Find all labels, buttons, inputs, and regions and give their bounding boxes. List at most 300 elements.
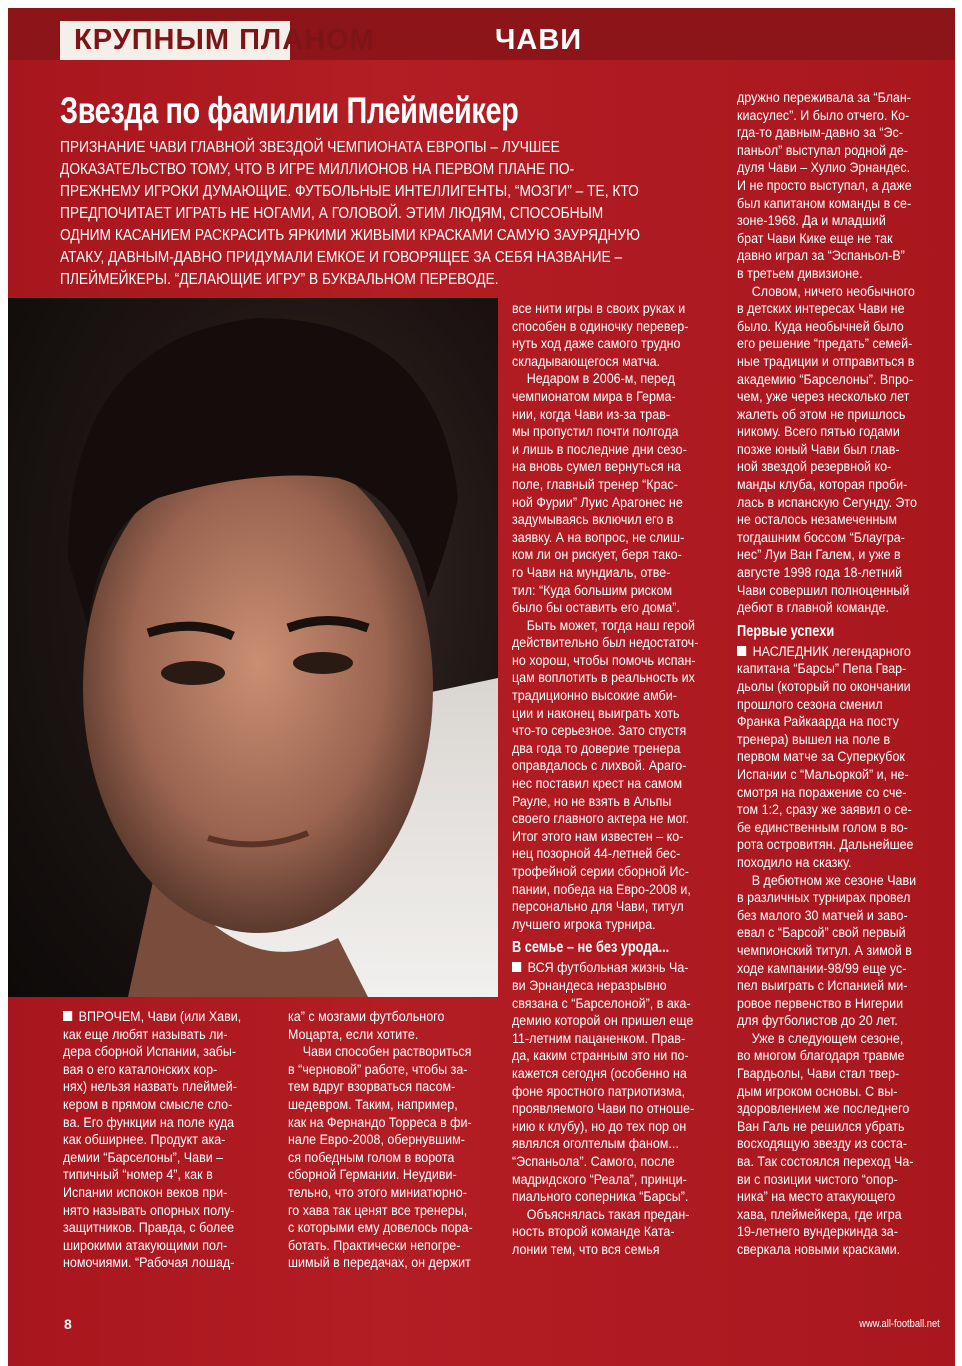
text-line [512, 863, 719, 881]
text-line [512, 318, 719, 336]
lead-line: ОДНИМ КАСАНИЕМ РАСКРАСИТЬ ЯРКИМИ ЖИВЫМИ КРАСКАМИ САМУЮ ЗАУРЯДНУЮ [60, 227, 640, 244]
line-text: в третьем дивизионе. [737, 265, 863, 281]
line-text: академию “Барселоны”. Впро- [737, 371, 914, 387]
text-line [737, 924, 944, 942]
line-text: способен в одиночку перевер- [512, 318, 689, 334]
player-photo [8, 298, 498, 997]
line-text: ность второй команде Ката- [512, 1224, 675, 1240]
text-line [288, 1166, 495, 1184]
text-line [512, 634, 719, 652]
text-line [63, 1008, 270, 1026]
line-text: цам воплотить в реальность их [512, 670, 695, 686]
paragraph [288, 1043, 513, 1272]
text-line [737, 977, 944, 995]
line-text: нале Евро-2008, обернувшим- [288, 1132, 465, 1148]
line-text: два года то доверие тренера [512, 740, 681, 756]
line-text: нию к клубу), но до тех пор он [512, 1118, 687, 1134]
text-line [737, 819, 944, 837]
text-line [737, 582, 944, 600]
line-text: хава, плеймейкера, где игра [737, 1206, 902, 1222]
line-text: дебют в главной команде. [737, 600, 889, 616]
line-text: ся победным голом в ворота [288, 1149, 455, 1165]
line-text: складывающегося матча. [512, 353, 661, 369]
line-text: задумываясь включил его в [512, 512, 674, 528]
text-line [737, 1030, 944, 1048]
text-column-1 [63, 1008, 288, 1272]
line-text: чем, уже через несколько лет [737, 389, 910, 405]
line-text: кером в прямом смысле сло- [63, 1096, 233, 1112]
line-text: Ван Галь не решился убрать [737, 1118, 905, 1134]
lead-line: ПРЕДПОЧИТАЕТ ИГРАТЬ НЕ НОГАМИ, А ГОЛОВОЙ. ЭТИМ ЛЮДЯМ, СПОСОБНЫМ [60, 205, 604, 222]
rubric-label [60, 21, 375, 60]
text-line [737, 696, 944, 714]
lead-line: АТАКУ, ДАВНЫМ-ДАВНО ПРИДУМАЛИ ЕМКОЕ И ГОВОРЯЩЕЕ ЗА СЕБЯ НАЗВАНИЕ – [60, 249, 623, 266]
section-heading: Первые успехи [737, 622, 835, 640]
line-text: лучшего игрока турнира. [512, 916, 656, 932]
line-text: заявку. А на вопрос, не слиш- [512, 529, 685, 545]
line-text: ВПРОЧЕМ, Чави (или Хави, [78, 1009, 242, 1024]
text-line [737, 159, 944, 177]
text-line [512, 441, 719, 459]
line-text: своего главного актера не мог. [512, 811, 690, 827]
text-line [737, 564, 944, 582]
page-number: 8 [64, 1316, 72, 1332]
line-text: фоне яростного патриотизма, [512, 1083, 686, 1099]
line-text: во многом благодаря травме [737, 1048, 905, 1064]
text-line [512, 740, 719, 758]
line-text: Испании с “Мальоркой” и, не- [737, 766, 909, 782]
line-text: номочиями. “Рабочая лошад- [63, 1255, 235, 1271]
line-text: ви с позиции чистого “опор- [737, 1171, 898, 1187]
text-line [512, 370, 719, 388]
line-text: Гвардьолы, Чави стал твер- [737, 1066, 900, 1082]
text-line [512, 1100, 719, 1118]
article-title: Звезда по фамилии Плеймейкер [60, 90, 519, 131]
text-line [512, 828, 719, 846]
line-text: шимый в передачах, он держит [288, 1255, 471, 1271]
text-line [512, 546, 719, 564]
line-text: защитников. Правда, с более [63, 1220, 235, 1236]
text-line [737, 660, 944, 678]
text-line [512, 757, 719, 775]
paragraph [512, 959, 737, 1205]
lead-line: ПЛЕЙМЕЙКЕРЫ. “ДЕЛАЮЩИЕ ИГРУ” В БУКВАЛЬНОМ ПЕРЕВОДЕ. [60, 271, 499, 288]
text-line [737, 1135, 944, 1153]
text-line [737, 89, 944, 107]
text-line [737, 1241, 944, 1259]
text-line [63, 1043, 270, 1061]
text-line [737, 318, 944, 336]
line-text: поле, главный тренер “Крас- [512, 476, 678, 492]
text-line [737, 265, 944, 283]
line-text: том 1:2, сразу же заявил о се- [737, 802, 912, 818]
text-line [737, 643, 944, 661]
topic-label: ЧАВИ [495, 24, 583, 56]
text-line [737, 371, 944, 389]
line-text: В дебютном же сезоне Чави [751, 872, 917, 888]
line-text: первом матче за Суперкубок [737, 749, 905, 765]
text-line [737, 1206, 944, 1224]
line-text: мы пропустил почти полгода [512, 424, 679, 440]
rubric-text: КРУПНЫМ ПЛАНОМ [74, 24, 375, 56]
text-line [737, 406, 944, 424]
line-text: Уже в следующем сезоне, [751, 1030, 904, 1046]
text-line [512, 529, 719, 547]
line-text: ника” на место атакующего [737, 1189, 896, 1205]
text-line [737, 995, 944, 1013]
line-text: киасулес”. И было отчего. Ко- [737, 107, 910, 123]
text-column-2 [288, 1008, 513, 1272]
text-line [737, 353, 944, 371]
text-line [737, 836, 944, 854]
portrait-illustration [8, 298, 498, 997]
text-line [737, 766, 944, 784]
text-line [737, 854, 944, 872]
text-line [512, 959, 719, 977]
line-text: 11-летним пацаненком. Прав- [512, 1030, 686, 1046]
text-line [63, 1078, 270, 1096]
line-text: Чави способен раствориться [302, 1044, 472, 1060]
line-text: чемпионский титул. А зимой в [737, 942, 912, 958]
line-text: Итог этого нам известен – ко- [512, 828, 684, 844]
line-text: сборной Германии. Неудиви- [288, 1167, 457, 1183]
line-text: давно играл за “Эспаньол-В” [737, 248, 905, 264]
article-lead [60, 137, 640, 291]
line-text: лонии тем, что вся семья [512, 1241, 660, 1257]
line-text: ной звездой резервной ко- [737, 459, 892, 475]
line-text: нес” Луи Ван Галем, и уже в [737, 547, 901, 563]
line-text: тренера) вышел на поле в [737, 731, 891, 747]
line-text: тем вдруг взорваться пасом- [288, 1079, 456, 1095]
text-line [512, 995, 719, 1013]
line-text: лась в испанскую Сегунду. Это [737, 494, 917, 510]
line-text: бе единственным голом в во- [737, 819, 908, 835]
line-text: тогдашним боссом “Блаугра- [737, 529, 905, 545]
text-line [737, 283, 944, 301]
line-text: жалеть об этом не пришлось [737, 406, 906, 422]
paragraph [288, 1008, 513, 1043]
line-text: на вновь сумел вернуться на [512, 459, 681, 475]
text-line [63, 1061, 270, 1079]
text-line [288, 1043, 495, 1061]
text-line [63, 1184, 270, 1202]
text-line [512, 335, 719, 353]
line-text: Моцарта, если хотите. [288, 1026, 419, 1042]
text-line [512, 705, 719, 723]
line-text: трофейной серии сборной Ис- [512, 864, 689, 879]
line-text: связана с “Барселоной”, в ака- [512, 995, 691, 1011]
text-line [512, 1153, 719, 1171]
line-text: ной Фурии” Луис Арагонес не [512, 494, 683, 510]
line-text: евал с “Барсой” свой первый [737, 925, 906, 941]
text-line [737, 529, 944, 547]
line-text: брат Чави Кике еще не так [737, 230, 893, 246]
line-text: дружно переживала за “Блан- [737, 90, 911, 105]
line-text: в различных турнирах провел [737, 890, 911, 906]
line-text: “Эспаньола”. Самого, после [512, 1153, 675, 1169]
text-line [737, 599, 944, 617]
paragraph [737, 89, 962, 283]
text-line [288, 1202, 495, 1220]
line-text: действительно был недостаточ- [512, 635, 699, 651]
text-line [288, 1184, 495, 1202]
text-line [63, 1219, 270, 1237]
paragraph [512, 300, 737, 370]
line-text: пании, победа на Евро-2008 и, [512, 881, 691, 897]
line-text: оправдалось с лихвой. Араго- [512, 758, 687, 774]
paragraph [512, 370, 737, 616]
text-line [288, 1026, 495, 1044]
line-text: И не просто выступал, а даже [737, 177, 912, 193]
text-line [737, 1100, 944, 1118]
text-line [737, 124, 944, 142]
line-text: дьолы (который по окончании [737, 679, 911, 694]
line-text: тил: “Куда большим риском [512, 582, 673, 598]
text-line [737, 335, 944, 353]
text-line [512, 388, 719, 406]
text-line [288, 1254, 495, 1272]
line-text: типичный “номер 4”, как в [63, 1167, 213, 1183]
text-line [63, 1237, 270, 1255]
text-line [512, 1118, 719, 1136]
line-text: как на Фернандо Торреса в фи- [288, 1114, 472, 1130]
text-line [288, 1078, 495, 1096]
line-text: го хава так ценят все тренеры, [288, 1202, 468, 1218]
line-text: Словом, ничего необычного [751, 283, 915, 299]
paragraph [737, 643, 962, 872]
text-line [737, 142, 944, 160]
text-line [512, 810, 719, 828]
text-line [737, 1188, 944, 1206]
line-text: пиального соперника “Барсы”. [512, 1189, 689, 1205]
line-text: 19-летнего вундеркинда за- [737, 1224, 898, 1240]
text-line [737, 212, 944, 230]
line-text: нии, когда Чави из-за трав- [512, 406, 671, 422]
text-line [512, 1047, 719, 1065]
line-text: Испании испокон веков при- [63, 1184, 228, 1200]
line-text: без малого 30 матчей и заво- [737, 907, 908, 923]
text-line [737, 784, 944, 802]
line-text: августе 1998 года 18-летний [737, 565, 903, 581]
text-line [63, 1202, 270, 1220]
line-text: персонально для Чави, титул [512, 899, 684, 915]
line-text: для футболистов до 20 лет. [737, 1013, 898, 1029]
text-line [737, 678, 944, 696]
line-text: кажется сегодня (особенно на [512, 1065, 687, 1081]
text-line [737, 423, 944, 441]
text-line [63, 1026, 270, 1044]
line-text: но хорош, чтобы помочь испан- [512, 652, 696, 668]
line-text: ные традиции и отправиться в [737, 353, 915, 369]
text-line [512, 669, 719, 687]
line-text: позже юный Чави был глав- [737, 441, 900, 457]
text-line [737, 388, 944, 406]
line-text: го Чави на мундиаль, отве- [512, 564, 671, 580]
line-text: капитана “Барсы” Пепа Гвар- [737, 661, 907, 677]
line-text: являлся оголтелым фаном... [512, 1136, 679, 1152]
text-line [512, 793, 719, 811]
line-text: НАСЛЕДНИК легендарного [752, 643, 911, 659]
text-line [737, 942, 944, 960]
line-text: Объяснялась такая предан- [526, 1206, 690, 1222]
line-text: шедевром. Таким, например, [288, 1096, 458, 1112]
text-line [737, 748, 944, 766]
text-line [737, 872, 944, 890]
line-text: в “черновой” работе, чтобы за- [288, 1061, 468, 1077]
lead-line: ПРЕЖНЕМУ ИГРОКИ ДУМАЮЩИЕ. ФУТБОЛЬНЫЕ ИНТЕЛЛИГЕНТЫ, “МОЗГИ” – ТЕ, КТО [60, 183, 639, 200]
text-line [737, 1153, 944, 1171]
text-line [512, 458, 719, 476]
text-line [737, 300, 944, 318]
text-line [288, 1219, 495, 1237]
line-text: Быть может, тогда наш герой [526, 617, 696, 633]
text-line [737, 107, 944, 125]
lead-line: ДОКАЗАТЕЛЬСТВО ТОМУ, ЧТО В ИГРЕ МИЛЛИОНОВ НА ПЕРВОМ ПЛАНЕ ПО- [60, 161, 575, 178]
text-line [288, 1008, 495, 1026]
text-line [512, 1012, 719, 1030]
line-text: нец позорной 44-летней бес- [512, 846, 681, 862]
text-line [512, 1030, 719, 1048]
line-text: широкими атакующими пол- [63, 1237, 228, 1253]
line-text: ВСЯ футбольная жизнь Ча- [527, 960, 689, 976]
text-line [512, 476, 719, 494]
text-line [737, 247, 944, 265]
text-line [512, 1171, 719, 1189]
text-line [512, 300, 719, 318]
text-line [512, 722, 719, 740]
text-line [288, 1114, 495, 1132]
text-line [737, 195, 944, 213]
line-text: вая о его каталонских кор- [63, 1061, 218, 1077]
paragraph [737, 872, 962, 1030]
section-heading: В семье – не без урода... [512, 939, 670, 957]
line-text: тельно, что этого миниатюрно- [288, 1184, 467, 1200]
line-text: был капитаном команды в се- [737, 195, 912, 211]
line-text: прошлого сезона сменил [737, 696, 883, 712]
text-line [63, 1114, 270, 1132]
text-line [512, 916, 719, 934]
text-line [512, 582, 719, 600]
text-line [288, 1149, 495, 1167]
line-text: было. Куда необычней было [737, 318, 904, 334]
square-bullet-icon [737, 646, 746, 656]
text-line [737, 1171, 944, 1189]
line-text: нес поставил крест на самом [512, 776, 683, 792]
text-line [737, 960, 944, 978]
text-line [737, 889, 944, 907]
text-line [737, 511, 944, 529]
line-text: нуть ход даже самого трудно [512, 336, 681, 352]
line-text: зоне-1968. Да и младший [737, 213, 886, 229]
line-text: нях) нельзя назвать плеймей- [63, 1079, 237, 1095]
paragraph [737, 283, 962, 617]
text-line [512, 353, 719, 371]
line-text: здоровлением же последнего [737, 1101, 910, 1117]
text-line [288, 1131, 495, 1149]
line-text: как еще любят называть ли- [63, 1026, 228, 1042]
lead-line: ПРИЗНАНИЕ ЧАВИ ГЛАВНОЙ ЗВЕЗДОЙ ЧЕМПИОНАТА ЕВРОПЫ – ЛУЧШЕЕ [60, 139, 560, 156]
paragraph [512, 617, 737, 934]
text-line [737, 907, 944, 925]
text-line [512, 1135, 719, 1153]
line-text: традиционно высокие амби- [512, 688, 677, 704]
text-line [512, 511, 719, 529]
text-line [737, 1065, 944, 1083]
text-line [288, 1237, 495, 1255]
text-column-3 [512, 300, 737, 1258]
text-line [737, 1012, 944, 1030]
line-text: не осталось незамеченным [737, 512, 898, 528]
line-text: ва. Так состоялся переход Ча- [737, 1154, 914, 1170]
line-text: дера сборной Испании, забы- [63, 1044, 237, 1060]
line-text: и лишь в последние дни сезо- [512, 441, 687, 457]
text-line [512, 564, 719, 582]
paragraph [737, 1030, 962, 1259]
line-text: да, каким странным это ни по- [512, 1048, 689, 1064]
text-line [63, 1096, 270, 1114]
line-text: гда-то давным-давно за “Эс- [737, 125, 903, 141]
line-text: было бы оставить его дома”. [512, 600, 680, 616]
line-text: проявляемого Чави по отноше- [512, 1101, 695, 1117]
line-text: нято называть опорных полу- [63, 1202, 235, 1218]
text-line [512, 687, 719, 705]
text-column-4 [737, 89, 962, 1259]
text-line [63, 1131, 270, 1149]
line-text: восходящую звезду из соста- [737, 1136, 908, 1152]
text-line [288, 1096, 495, 1114]
line-text: ви Эрнандеса неразрывно [512, 977, 667, 993]
text-line [737, 1083, 944, 1101]
text-line [737, 1047, 944, 1065]
website-link[interactable]: www.all-football.net [859, 1318, 940, 1330]
text-line [512, 775, 719, 793]
line-text: дуля Чави – Хулио Эрнандес. [737, 160, 911, 176]
line-text: смотря на поражение со сче- [737, 784, 907, 800]
text-line [737, 1223, 944, 1241]
text-line [512, 652, 719, 670]
line-text: пел выиграть с Испанией ми- [737, 978, 908, 994]
text-line [63, 1166, 270, 1184]
line-text: ходе кампании-98/99 еще ус- [737, 960, 907, 976]
line-text: в детских интересах Чави не [737, 301, 905, 317]
text-line [737, 177, 944, 195]
square-bullet-icon [63, 1011, 72, 1021]
text-line [512, 1083, 719, 1101]
text-line [737, 546, 944, 564]
line-text: паньол” выступал родной де- [737, 142, 908, 158]
paragraph [512, 1206, 737, 1259]
text-line [737, 230, 944, 248]
text-line [512, 977, 719, 995]
text-line [512, 1206, 719, 1224]
text-line [512, 406, 719, 424]
text-line [737, 731, 944, 749]
line-text: чемпионатом мира в Герма- [512, 388, 676, 404]
line-text: ровое первенство в Нигерии [737, 995, 904, 1011]
line-text: ботать. Практически непогре- [288, 1237, 461, 1253]
line-text: как обширнее. Продукт ака- [63, 1132, 226, 1148]
line-text: демию которой он пришел еще [512, 1013, 694, 1029]
paragraph [63, 1008, 288, 1272]
text-line [512, 1065, 719, 1083]
text-line [512, 599, 719, 617]
text-line [512, 1241, 719, 1259]
line-text: Франка Райкаарда на посту [737, 714, 899, 730]
text-line [737, 441, 944, 459]
text-line [737, 458, 944, 476]
text-line [512, 494, 719, 512]
text-line [512, 898, 719, 916]
